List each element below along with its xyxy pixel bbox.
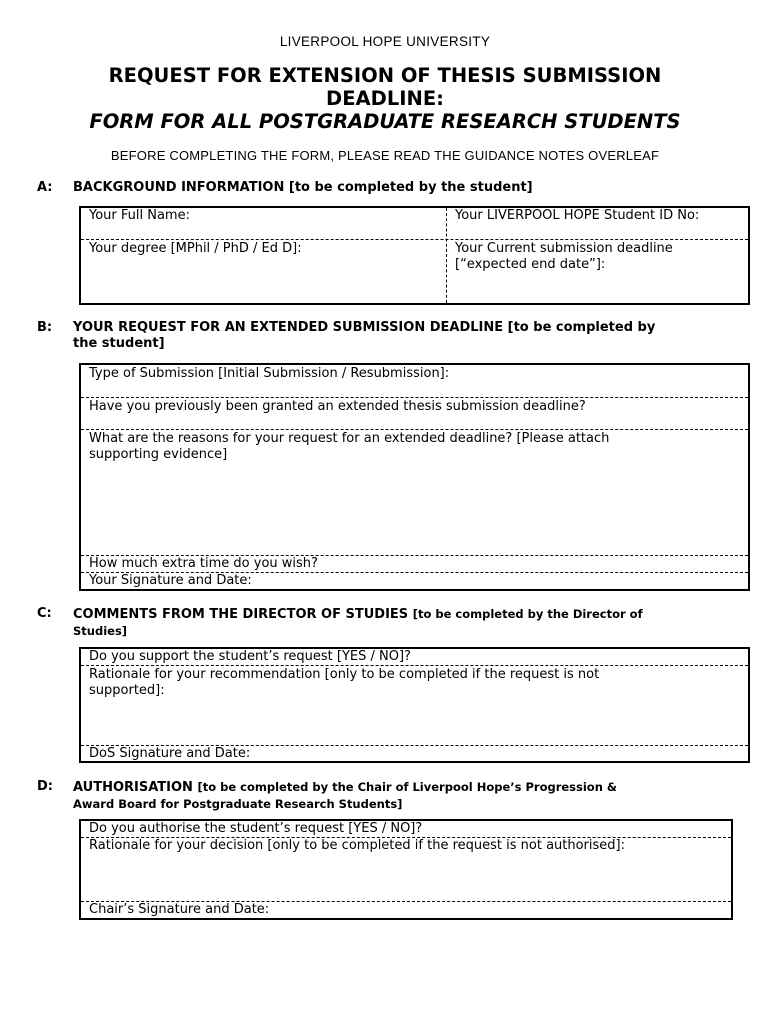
- university-name: LIVERPOOL HOPE UNIVERSITY: [279, 34, 491, 49]
- section-a-letter: A:: [37, 180, 53, 195]
- form-title-line1: REQUEST FOR EXTENSION OF THESIS SUBMISSION: [108, 64, 662, 87]
- section-a-divider-h: [81, 239, 748, 240]
- section-d-letter: D:: [37, 779, 53, 794]
- chair-signature-field[interactable]: Chair’s Signature and Date:: [89, 902, 270, 917]
- deadline-label-line1: Your Current submission deadline: [455, 241, 673, 256]
- degree-field[interactable]: Your degree [MPhil / PhD / Ed D]:: [89, 241, 302, 256]
- section-c-letter: C:: [37, 606, 52, 621]
- section-c-heading-note: [to be completed by the Director of: [412, 607, 643, 621]
- form-title-line2: DEADLINE:: [326, 87, 444, 110]
- guidance-note: BEFORE COMPLETING THE FORM, PLEASE READ THE GUIDANCE NOTES OVERLEAF: [110, 148, 660, 163]
- section-c-divider-1: [81, 665, 748, 666]
- section-c-heading-bold: COMMENTS FROM THE DIRECTOR OF STUDIES: [73, 607, 409, 622]
- dos-rationale-line2: supported]:: [89, 683, 165, 698]
- reasons-label-line1: What are the reasons for your request for an extended deadline? [Please attach: [89, 431, 610, 446]
- section-d-heading-note: [to be completed by the Chair of Liverpool Hope’s Progression &: [197, 780, 617, 794]
- dos-rationale-line1: Rationale for your recommendation [only to be completed if the request is not: [89, 667, 600, 682]
- section-b-heading: [73, 320, 655, 352]
- section-b-letter: B:: [37, 320, 53, 335]
- submission-type-field[interactable]: Type of Submission [Initial Submission / Resubmission]:: [89, 366, 450, 381]
- previously-granted-field[interactable]: Have you previously been granted an extended thesis submission deadline?: [89, 399, 586, 414]
- support-request-field[interactable]: Do you support the student’s request [YES / NO]?: [89, 649, 411, 664]
- section-d-heading-line2: Award Board for Postgraduate Research Students]: [73, 797, 403, 811]
- section-c-heading: [73, 606, 643, 639]
- deadline-label-line2: [“expected end date”]:: [455, 257, 606, 272]
- dos-rationale-field[interactable]: [81, 667, 741, 699]
- section-a-heading: BACKGROUND INFORMATION [to be completed by the student]: [73, 180, 533, 195]
- section-d-heading: [73, 779, 617, 812]
- dos-signature-field[interactable]: DoS Signature and Date:: [89, 746, 251, 761]
- full-name-field[interactable]: Your Full Name:: [89, 208, 190, 223]
- section-b-divider-2: [81, 429, 748, 430]
- extra-time-field[interactable]: How much extra time do you wish?: [89, 556, 318, 571]
- deadline-field[interactable]: [447, 241, 747, 273]
- form-title: [0, 64, 770, 110]
- section-b-heading-line2: the student]: [73, 336, 165, 351]
- section-b-heading-line1: YOUR REQUEST FOR AN EXTENDED SUBMISSION DEADLINE [to be completed by: [73, 320, 656, 335]
- authorise-request-field[interactable]: Do you authorise the student’s request [YES / NO]?: [89, 821, 423, 836]
- student-signature-field[interactable]: Your Signature and Date:: [89, 573, 252, 588]
- student-id-field[interactable]: Your LIVERPOOL HOPE Student ID No:: [455, 208, 700, 223]
- reasons-label-line2: supporting evidence]: [89, 447, 228, 462]
- section-c-heading-line2: Studies]: [73, 624, 128, 638]
- section-b-divider-1: [81, 397, 748, 398]
- chair-rationale-field[interactable]: Rationale for your decision [only to be completed if the request is not authorised]:: [89, 838, 625, 853]
- form-subtitle: FORM FOR ALL POSTGRADUATE RESEARCH STUDENTS: [89, 110, 681, 133]
- section-d-heading-bold: AUTHORISATION: [73, 780, 193, 795]
- reasons-field[interactable]: [81, 431, 741, 463]
